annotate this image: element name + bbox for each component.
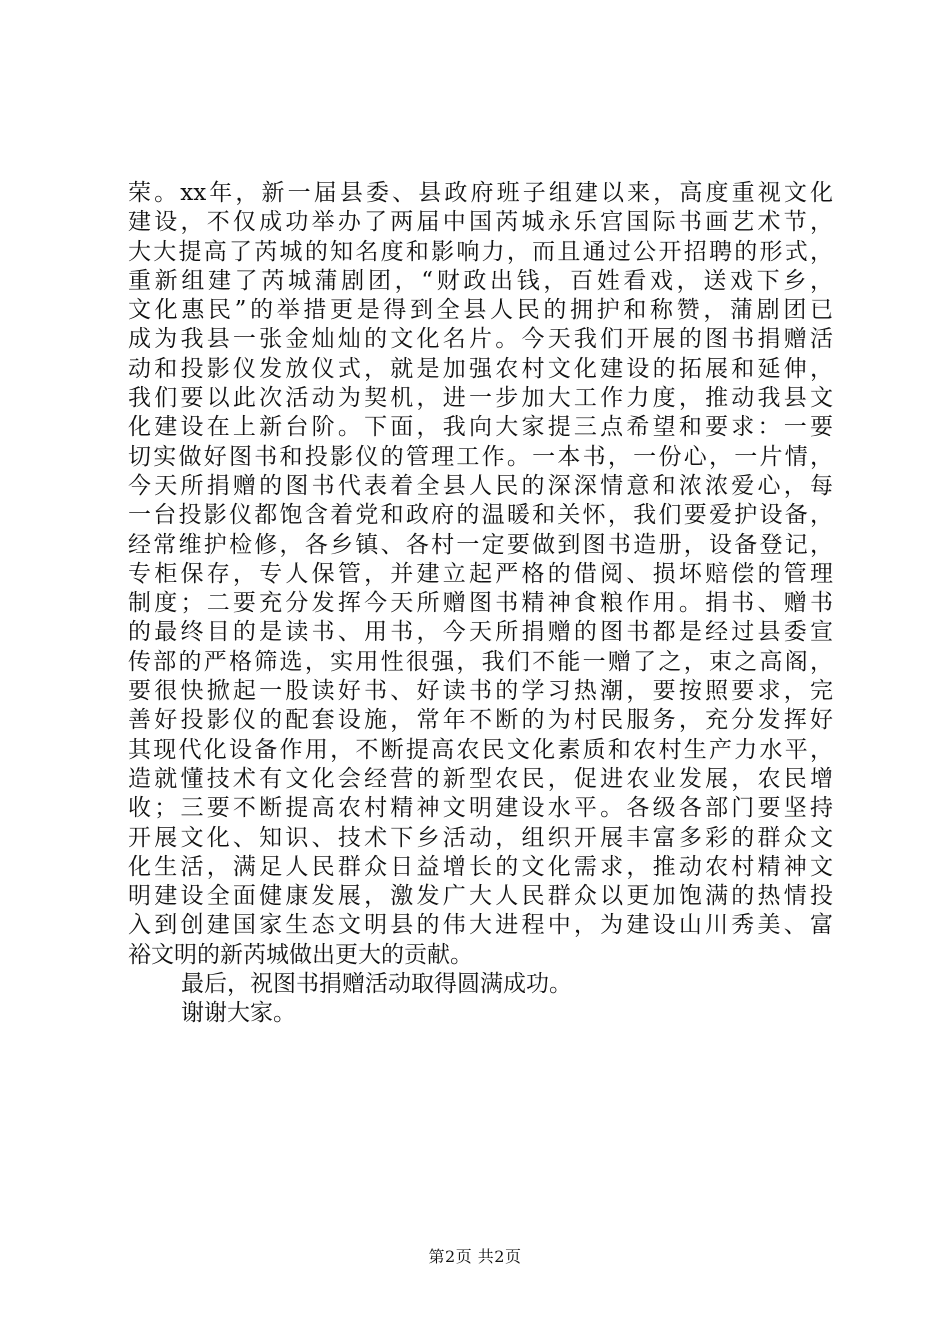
text-line: 开展文化、知识、技术下乡活动，组织开展丰富多彩的群众文: [128, 824, 833, 851]
text-line: 切实做好图书和投影仪的管理工作。一本书，一份心，一片情，: [128, 443, 833, 470]
text-line: 我们要以此次活动为契机，进一步加大工作力度，推动我县文: [128, 385, 833, 412]
text-line: 一台投影仪都饱含着党和政府的温暖和关怀，我们要爱护设备，: [128, 502, 833, 529]
text-line: 文化惠民”的举措更是得到全县人民的拥护和称赞，蒲剧团已: [128, 297, 833, 324]
text-line: 收；三要不断提高农村精神文明建设水平。各级各部门要坚持: [128, 795, 833, 822]
text-line: 荣。xx年，新一届县委、县政府班子组建以来，高度重视文化: [128, 180, 833, 206]
text-line: 建设，不仅成功举办了两届中国芮城永乐宫国际书画艺术节，: [128, 209, 833, 236]
text-line: 成为我县一张金灿灿的文化名片。今天我们开展的图书捐赠活: [128, 326, 833, 353]
text-line: 其现代化设备作用，不断提高农民文化素质和农村生产力水平，: [128, 736, 833, 763]
text-line: 造就懂技术有文化会经营的新型农民，促进农业发展，农民增: [128, 765, 833, 792]
text-line: 今天所捐赠的图书代表着全县人民的深深情意和浓浓爱心，每: [128, 472, 833, 499]
text-line: 重新组建了芮城蒲剧团，“财政出钱，百姓看戏，送戏下乡，: [128, 267, 833, 294]
page-number-footer: 第2页 共2页: [428, 1247, 522, 1266]
text-line: 动和投影仪发放仪式，就是加强农村文化建设的拓展和延伸，: [128, 355, 833, 382]
text-line: 化生活，满足人民群众日益增长的文化需求，推动农村精神文: [128, 853, 833, 880]
text-line: 的最终目的是读书、用书，今天所捐赠的图书都是经过县委宣: [128, 619, 833, 646]
text-line: 化建设在上新台阶。下面，我向大家提三点希望和要求：一要: [128, 414, 833, 441]
text-line: 善好投影仪的配套设施，常年不断的为村民服务，充分发挥好: [128, 707, 833, 734]
text-line: 大大提高了芮城的知名度和影响力，而且通过公开招聘的形式，: [128, 238, 833, 265]
closing-wish: 最后，祝图书捐赠活动取得圆满成功。: [181, 971, 572, 998]
text-line: 裕文明的新芮城做出更大的贡献。: [128, 941, 473, 968]
text-line: 入到创建国家生态文明县的伟大进程中，为建设山川秀美、富: [128, 912, 833, 939]
text-line: 要很快掀起一股读好书、好读书的学习热潮，要按照要求，完: [128, 678, 833, 705]
text-line: 经常维护检修，各乡镇、各村一定要做到图书造册，设备登记，: [128, 531, 833, 558]
text-line: 明建设全面健康发展，激发广大人民群众以更加饱满的热情投: [128, 883, 833, 910]
text-line: 专柜保存，专人保管，并建立起严格的借阅、损坏赔偿的管理: [128, 560, 833, 587]
closing-thanks: 谢谢大家。: [181, 1000, 296, 1027]
speech-body: [128, 179, 833, 1029]
text-line: 制度；二要充分发挥今天所赠图书精神食粮作用。捐书、赠书: [128, 590, 833, 617]
text-line: 传部的严格筛选，实用性很强，我们不能一赠了之，束之高阁，: [128, 648, 833, 675]
